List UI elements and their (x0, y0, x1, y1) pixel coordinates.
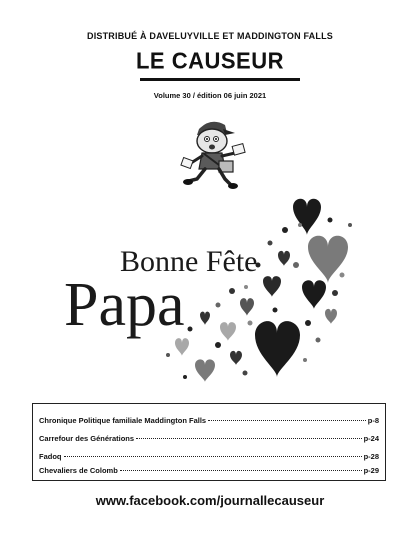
toc-page: p-24 (363, 434, 379, 443)
toc-title: Chronique Politique familiale Maddington Falls (39, 416, 207, 425)
newspaper-title: LE CAUSEUR (135, 47, 284, 74)
toc-page: p-29 (363, 466, 379, 475)
toc-page: p-8 (367, 416, 379, 425)
fathers-day-greeting-art (60, 195, 370, 390)
website-link[interactable]: www.facebook.com/journallecauseur (95, 493, 325, 508)
toc-leader (120, 470, 362, 471)
toc-row-4 (39, 466, 379, 478)
distribution-line: DISTRIBUÉ À DAVELUYVILLE ET MADDINGTON FALLS (87, 31, 333, 41)
greeting-line-2: Papa (64, 271, 185, 339)
title-underline (140, 78, 300, 81)
toc-title: Fadoq (39, 452, 62, 461)
toc-title: Carrefour des Générations (39, 434, 135, 443)
hearts-icon (166, 199, 352, 382)
toc-row-1 (39, 416, 379, 428)
toc-leader (208, 420, 366, 421)
toc-row-3 (39, 452, 379, 464)
toc-leader (64, 456, 362, 457)
toc-page: p-28 (363, 452, 379, 461)
volume-edition: Volume 30 / édition 06 juin 2021 (153, 91, 267, 100)
toc-leader (136, 438, 362, 439)
toc-title: Chevaliers de Colomb (39, 466, 118, 475)
table-of-contents (32, 403, 386, 481)
greeting-line-1: Bonne Fête (120, 245, 258, 278)
running-boy-with-newspapers-icon (175, 113, 250, 191)
toc-row-2 (39, 434, 379, 446)
